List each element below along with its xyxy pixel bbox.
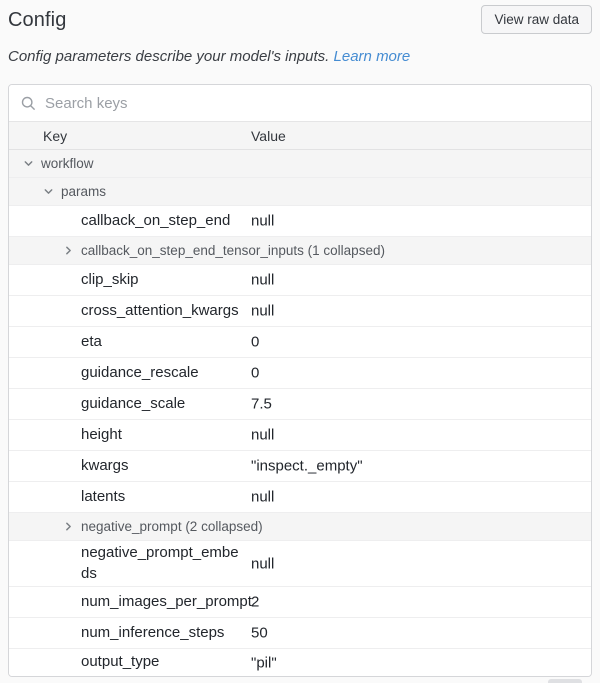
config-table-rows [9,150,591,676]
config-value: "inspect._empty" [251,457,363,475]
column-header-key: Key [43,127,68,144]
tree-group-row-params[interactable] [9,178,591,206]
config-value: null [251,302,275,320]
learn-more-link[interactable]: Learn more [333,48,411,65]
config-description [8,48,410,65]
config-key: callback_on_step_end [81,211,231,229]
tree-row-latents [9,482,591,513]
config-key: guidance_rescale [81,363,199,381]
config-value: 50 [251,624,268,642]
group-label: workflow [41,156,94,171]
tree-row-kwargs [9,451,591,482]
search-icon [21,96,36,111]
config-key: latents [81,487,126,505]
config-value: null [251,212,275,230]
chevron-right-icon[interactable] [63,245,81,256]
group-label: params [61,184,107,199]
scrollbar-thumb[interactable] [548,679,582,683]
page-title: Config [8,9,67,31]
config-description-text: Config parameters describe your model's inputs. [8,48,334,65]
config-key: output_type [81,653,160,671]
search-bar [9,85,591,122]
view-raw-data-button[interactable]: View raw data [481,5,592,34]
group-label: negative_prompt (2 collapsed) [81,519,263,534]
tree-row-num_inference_steps [9,618,591,649]
tree-group-row-workflow[interactable] [9,150,591,178]
tree-row-guidance_rescale [9,358,591,389]
config-key: clip_skip [81,270,139,288]
chevron-right-icon[interactable] [63,521,81,532]
chevron-down-icon[interactable] [23,158,41,169]
config-value: 0 [251,364,260,382]
tree-row-clip_skip [9,265,591,296]
config-value: 2 [251,593,260,611]
tree-group-row-callback_on_step_end_tensor_inputs[interactable] [9,237,591,265]
config-key: eta [81,332,102,350]
group-label: callback_on_step_end_tensor_inputs (1 collapsed) [81,243,385,258]
tree-row-eta [9,327,591,358]
tree-row-height [9,420,591,451]
tree-row-callback_on_step_end [9,206,591,237]
config-value: 7.5 [251,395,272,413]
tree-row-negative_prompt_embeds [9,541,591,587]
config-key: negative_prompt_embeds [81,544,239,582]
table-header-row [9,122,591,150]
tree-row-num_images_per_prompt [9,587,591,618]
config-key: kwargs [81,456,129,474]
config-value: null [251,271,275,289]
config-value: null [251,488,275,506]
page-header [8,5,592,34]
config-key: num_inference_steps [81,623,225,641]
config-key: num_images_per_prompt [81,592,252,610]
config-value: 0 [251,333,260,351]
search-keys-input[interactable] [45,95,579,112]
tree-row-cross_attention_kwargs [9,296,591,327]
config-key: height [81,425,122,443]
config-value: null [251,555,275,572]
config-value: "pil" [251,654,277,671]
config-key: cross_attention_kwargs [81,301,239,319]
tree-row-guidance_scale [9,389,591,420]
column-header-value: Value [251,127,286,144]
chevron-down-icon[interactable] [43,186,61,197]
config-value: null [251,426,275,444]
config-panel [8,84,592,677]
tree-group-row-negative_prompt[interactable] [9,513,591,541]
tree-row-output_type [9,649,591,676]
config-key: guidance_scale [81,394,186,412]
